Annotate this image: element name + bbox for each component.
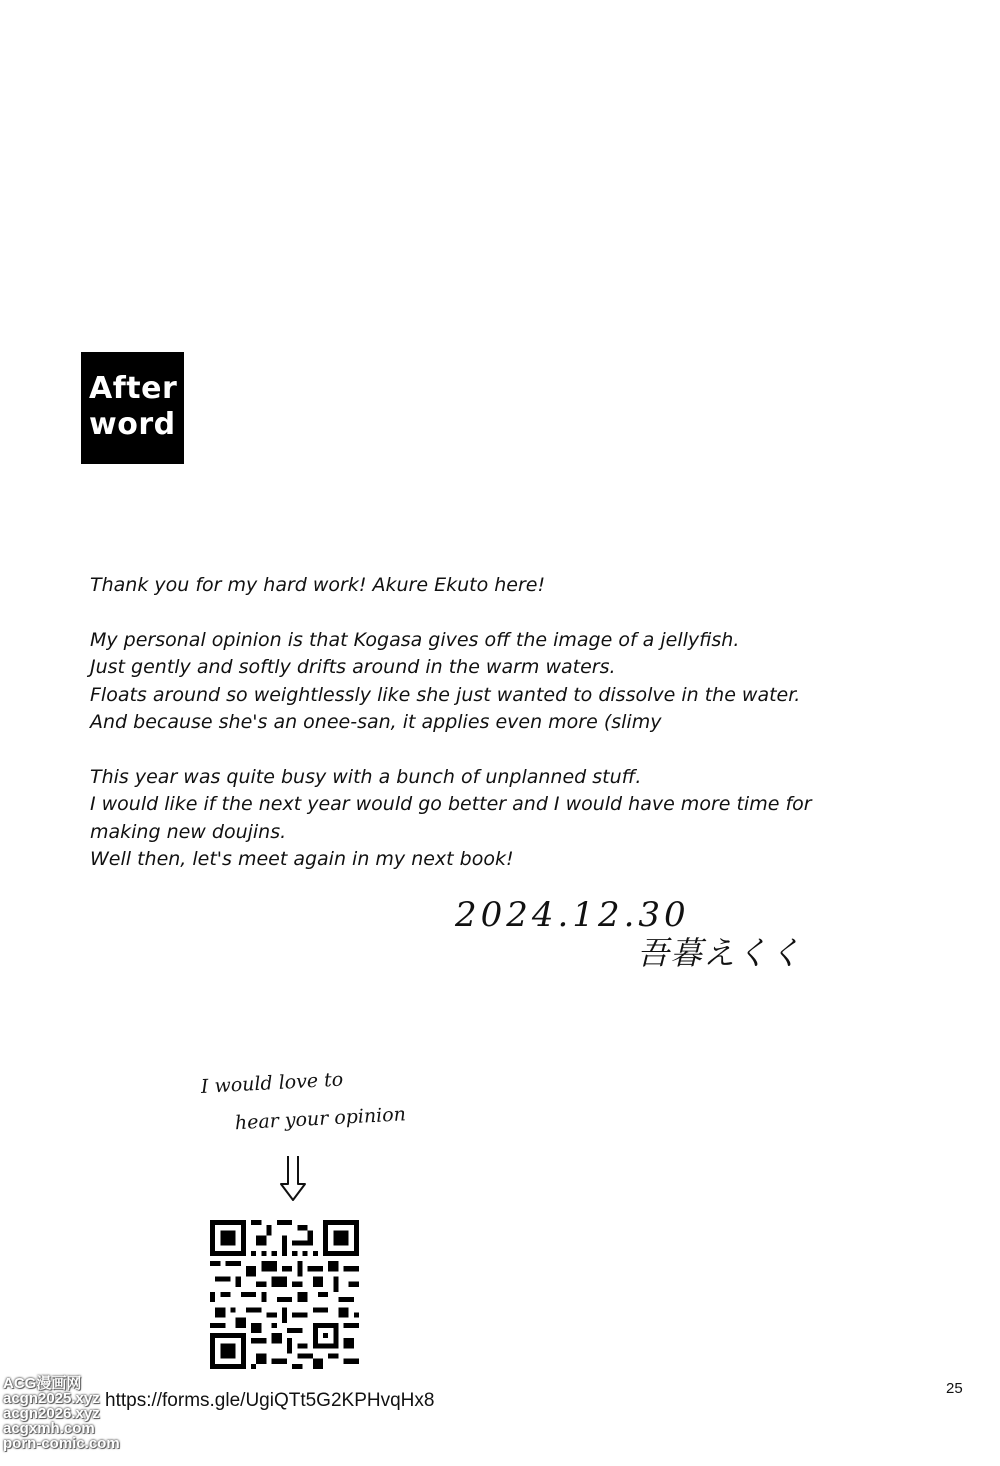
paragraph-line: I would like if the next year would go better and I would have more time for <box>90 793 812 815</box>
title-line-1: After <box>89 371 178 406</box>
watermark-line: acgxmh.com <box>3 1420 95 1437</box>
watermark-line: ACG漫画网 <box>3 1375 82 1392</box>
paragraph-greeting: Thank you for my hard work! Akure Ekuto here! <box>90 574 546 596</box>
handwritten-note <box>200 1056 424 1143</box>
handwritten-signature: 吾暮えくく <box>637 934 803 972</box>
paragraph-line: Floats around so weightlessly like she just wanted to dissolve in the water. <box>90 683 801 706</box>
watermark-line: porn-comic.com <box>3 1435 120 1452</box>
paragraph-line: Well then, let's meet again in my next book! <box>90 848 514 870</box>
watermark-line: acgn2026.xyz <box>3 1405 100 1422</box>
down-arrow-icon <box>278 1154 308 1202</box>
note-line-2: hear your opinion <box>234 1103 407 1135</box>
paragraph-line: Just gently and softly drifts around in the warm waters. <box>90 656 616 678</box>
afterword-body <box>90 572 910 874</box>
paragraph-line: This year was quite busy with a bunch of unplanned stuff. <box>90 765 642 788</box>
paragraph-line: And because she's an onee-san, it applies even more (slimy <box>90 711 662 733</box>
page-number: 25 <box>946 1380 963 1397</box>
note-line-1: I would love to <box>200 1068 344 1098</box>
paragraph-line: making new doujins. <box>90 820 287 843</box>
form-url-link[interactable]: https://forms.gle/UgiQTt5G2KPHvqHx8 <box>105 1390 435 1411</box>
title-line-2: word <box>89 407 176 442</box>
watermark-line: acgn2025.xyz <box>3 1390 100 1407</box>
qr-code-icon[interactable] <box>210 1220 359 1369</box>
site-watermark <box>3 1376 120 1451</box>
afterword-title-box <box>81 352 184 464</box>
handwritten-date: 2024.12.30 <box>455 895 690 935</box>
paragraph-line: My personal opinion is that Kogasa gives off the image of a jellyfish. <box>90 628 740 651</box>
